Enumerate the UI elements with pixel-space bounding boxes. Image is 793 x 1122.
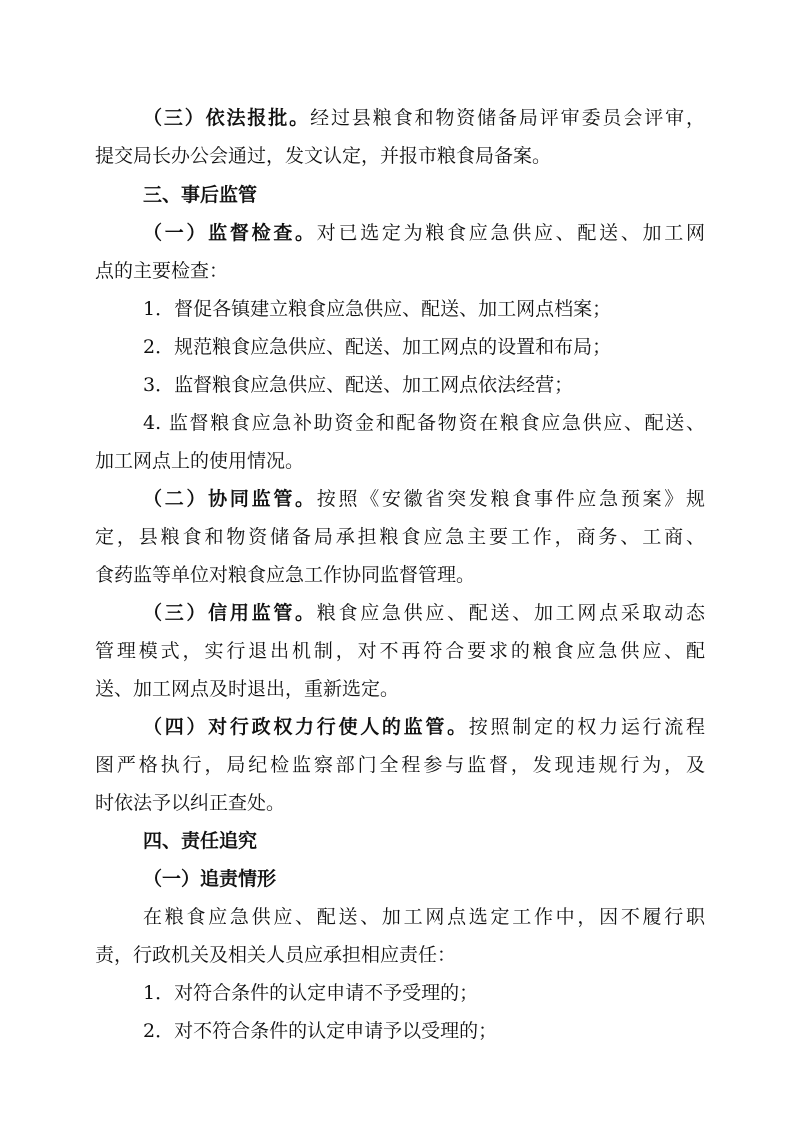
paragraph-text: 图严格执行，局纪检监察部门全程参与监督，发现违规行为，及: [95, 754, 705, 776]
paragraph-text: 按照制定的权力运行流程: [468, 716, 705, 738]
paragraph-line: [143, 593, 705, 633]
paragraph-text: 送、加工网点及时退出，重新选定。: [95, 678, 400, 700]
paragraph-line: [95, 136, 705, 176]
list-item: [143, 1011, 705, 1051]
paragraph-text: 按照《安徽省突发粮食事件应急预案》规: [316, 488, 705, 510]
section-heading: 四、责任追究: [143, 830, 258, 852]
paragraph-text: 食药监等单位对粮食应急工作协同监督管理。: [95, 564, 476, 586]
paragraph-text: 2．对不符合条件的认定申请予以受理的；: [143, 1020, 498, 1042]
paragraph-line: [95, 555, 705, 595]
subsection-heading: （一）追责情形: [143, 868, 277, 890]
list-item: [143, 365, 705, 405]
paragraph-text: 点的主要检查：: [95, 260, 229, 282]
paragraph-text: 提交局长办公会通过，发文认定，并报市粮食局备案。: [95, 145, 552, 167]
paragraph-line: [95, 783, 705, 823]
paragraph-lead: （四）对行政权力行使人的监管。: [143, 716, 469, 738]
paragraph-text: 2．规范粮食应急供应、配送、加工网点的设置和布局；: [143, 336, 612, 358]
paragraph-line: [95, 441, 705, 481]
paragraph-lead: （二）协同监管。: [143, 488, 317, 510]
paragraph-text: 3．监督粮食应急供应、配送、加工网点依法经营；: [143, 374, 574, 396]
paragraph-text: 时依法予以纠正查处。: [95, 792, 286, 814]
paragraph-line: [143, 98, 705, 138]
paragraph-text: 1．督促各镇建立粮食应急供应、配送、加工网点档案；: [143, 298, 612, 320]
paragraph-text: 责，行政机关及相关人员应承担相应责任：: [95, 944, 457, 966]
list-item: [143, 327, 705, 367]
paragraph-line: [95, 745, 705, 785]
paragraph-line: [95, 251, 705, 291]
paragraph-text: 管理模式，实行退出机制，对不再符合要求的粮食应急供应、配: [95, 640, 705, 662]
paragraph-lead: （三）信用监管。: [143, 602, 317, 624]
paragraph-line: [143, 707, 705, 747]
paragraph-text: 定，县粮食和物资储备局承担粮食应急主要工作，商务、工商、: [95, 526, 705, 548]
paragraph-text: 经过县粮食和物资储备局评审委员会评审，: [310, 107, 705, 129]
list-item: [143, 973, 705, 1013]
paragraph-text: 粮食应急供应、配送、加工网点采取动态: [316, 602, 705, 624]
list-item: [143, 289, 705, 329]
paragraph-line: [143, 897, 705, 937]
paragraph-text: 加工网点上的使用情况。: [95, 450, 305, 472]
paragraph-line: [95, 669, 705, 709]
paragraph-text: 1．对符合条件的认定申请不予受理的；: [143, 982, 479, 1004]
paragraph-line: [95, 631, 705, 671]
paragraph-lead: （一）监督检查。: [143, 222, 317, 244]
paragraph-line: [143, 213, 705, 253]
paragraph-text: 在粮食应急供应、配送、加工网点选定工作中，因不履行职: [143, 906, 705, 928]
paragraph-text: 对已选定为粮食应急供应、配送、加工网: [316, 222, 705, 244]
paragraph-line: [95, 517, 705, 557]
paragraph-lead: （三）依法报批。: [143, 107, 311, 129]
section-heading: 三、事后监管: [143, 184, 258, 206]
list-item: [143, 403, 705, 443]
paragraph-line: [143, 479, 705, 519]
paragraph-line: [95, 935, 705, 975]
paragraph-text: 4. 监督粮食应急补助资金和配备物资在粮食应急供应、配送、: [143, 412, 705, 434]
